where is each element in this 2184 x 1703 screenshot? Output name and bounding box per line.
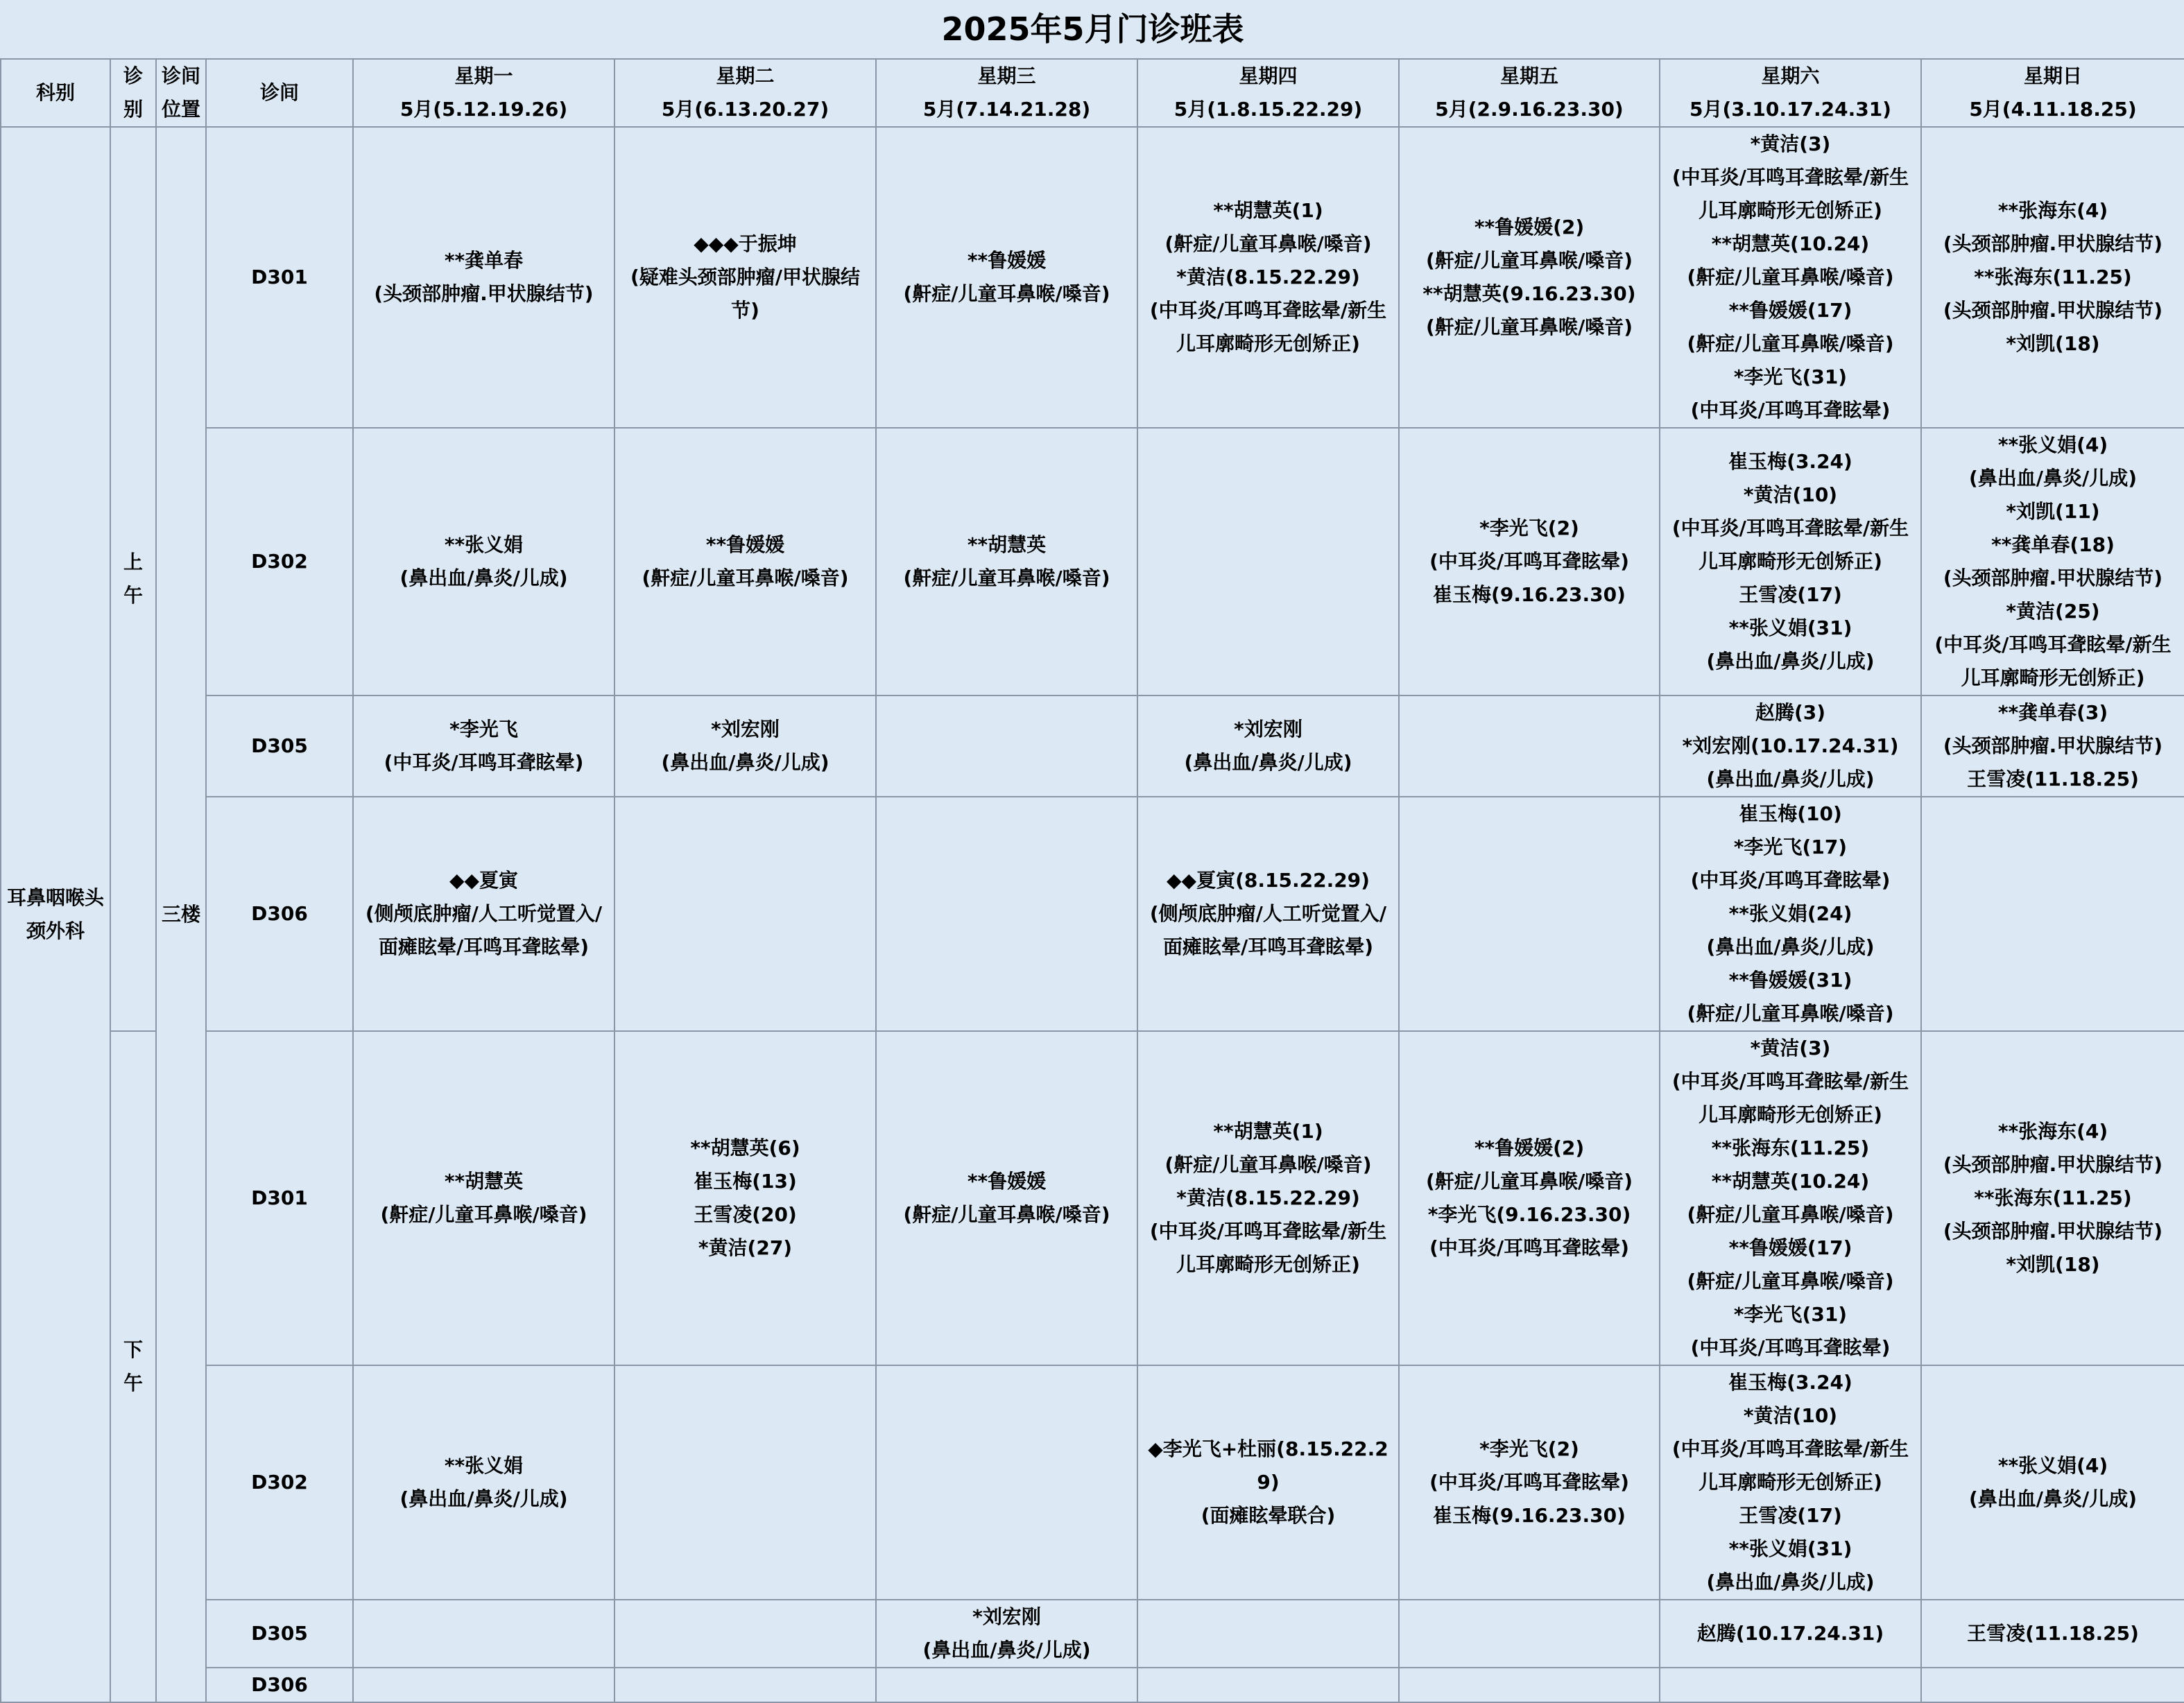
schedule-entry: (中耳炎/耳鸣耳聋眩晕/新生 xyxy=(1671,1070,1909,1093)
schedule-entry: **张海东(11.25) xyxy=(1974,1186,2132,1209)
schedule-cell xyxy=(1399,797,1660,1031)
schedule-cell xyxy=(353,428,614,695)
schedule-cell xyxy=(876,127,1137,428)
schedule-entry: 面瘫眩晕/耳鸣耳聋眩晕) xyxy=(378,935,590,958)
schedule-entry: 儿耳廓畸形无创矫正) xyxy=(1699,199,1882,222)
schedule-entry: **鲁媛媛(31) xyxy=(1728,969,1852,992)
schedule-entry: (鼻出血/鼻炎/儿成) xyxy=(1706,935,1875,958)
schedule-entry: 王雪凌(17) xyxy=(1739,1504,1842,1527)
schedule-entry: *李光飞(31) xyxy=(1733,365,1848,388)
schedule-cell xyxy=(614,428,876,695)
schedule-cell xyxy=(1921,695,2184,797)
schedule-cell xyxy=(1660,1365,1921,1600)
table-row xyxy=(1,1365,2184,1600)
schedule-cell xyxy=(1921,1668,2184,1702)
header-location: 诊间 位置 xyxy=(156,59,206,127)
schedule-cell xyxy=(1660,428,1921,695)
room-cell: D301 xyxy=(206,127,353,428)
schedule-entry: (中耳炎/耳鸣耳聋眩晕) xyxy=(384,751,584,774)
schedule-entry: **龚单春(18) xyxy=(1991,533,2115,556)
schedule-entry: (中耳炎/耳鸣耳聋眩晕/新生 xyxy=(1671,517,1909,539)
schedule-entry: (头颈部肿瘤.甲状腺结节) xyxy=(1943,1220,2163,1243)
schedule-cell xyxy=(1660,1031,1921,1365)
schedule-entry: (鼻出血/鼻炎/儿成) xyxy=(399,1487,568,1510)
table-row xyxy=(1,127,2184,428)
schedule-cell xyxy=(1399,428,1660,695)
schedule-cell xyxy=(614,1031,876,1365)
schedule-entry: *李光飞(2) xyxy=(1479,517,1579,539)
schedule-cell xyxy=(353,1365,614,1600)
schedule-entry: (中耳炎/耳鸣耳聋眩晕/新生 xyxy=(1671,166,1909,189)
schedule-entry: **鲁媛媛 xyxy=(967,1170,1047,1193)
schedule-entry: **胡慧英 xyxy=(967,533,1047,556)
schedule-entry: (中耳炎/耳鸣耳聋眩晕/新生 xyxy=(1671,1437,1909,1460)
schedule-cell xyxy=(1137,1365,1399,1600)
schedule-entry: 崔玉梅(13) xyxy=(694,1170,797,1193)
schedule-cell xyxy=(1660,1668,1921,1702)
schedule-entry: (鼾症/儿童耳鼻喉/嗓音) xyxy=(1164,1153,1372,1176)
session-am: 上 午 xyxy=(110,127,156,1031)
schedule-cell xyxy=(876,1668,1137,1702)
schedule-cell xyxy=(614,1365,876,1600)
schedule-entry: 儿耳廓畸形无创矫正) xyxy=(1961,666,2145,689)
schedule-entry: (鼾症/儿童耳鼻喉/嗓音) xyxy=(1687,332,1894,355)
room-cell: D306 xyxy=(206,1668,353,1702)
schedule-entry: 崔玉梅(10) xyxy=(1739,802,1842,825)
schedule-entry: *李光飞(31) xyxy=(1733,1303,1848,1326)
schedule-entry: (鼻出血/鼻炎/儿成) xyxy=(922,1639,1091,1661)
schedule-entry: (鼻出血/鼻炎/儿成) xyxy=(1706,1571,1875,1593)
schedule-cell xyxy=(614,1600,876,1668)
schedule-entry: 王雪凌(20) xyxy=(694,1203,797,1226)
schedule-entry: (鼻出血/鼻炎/儿成) xyxy=(1184,751,1352,774)
schedule-cell xyxy=(1137,695,1399,797)
schedule-entry: **胡慧英(9.16.23.30) xyxy=(1422,282,1636,305)
schedule-entry: **张义娟(31) xyxy=(1728,1537,1852,1560)
schedule-entry: **张义娟 xyxy=(444,1454,524,1477)
schedule-cell xyxy=(353,1600,614,1668)
schedule-entry: 儿耳廓畸形无创矫正) xyxy=(1699,1471,1882,1494)
schedule-entry: **胡慧英(1) xyxy=(1213,1120,1323,1143)
schedule-cell xyxy=(1660,695,1921,797)
schedule-entry: **张海东(4) xyxy=(1997,199,2108,222)
schedule-entry: **胡慧英(1) xyxy=(1213,199,1323,222)
schedule-cell xyxy=(1399,1365,1660,1600)
schedule-entry: *刘宏刚 xyxy=(1234,718,1302,741)
schedule-cell xyxy=(1399,1600,1660,1668)
schedule-entry: (鼾症/儿童耳鼻喉/嗓音) xyxy=(1425,315,1633,338)
schedule-cell xyxy=(1399,1031,1660,1365)
schedule-entry: (鼾症/儿童耳鼻喉/嗓音) xyxy=(1687,1002,1894,1025)
schedule-entry: **鲁媛媛 xyxy=(967,249,1047,272)
schedule-cell xyxy=(1921,1600,2184,1668)
schedule-entry: *黄洁(25) xyxy=(2006,600,2100,623)
schedule-entry: *刘宏刚(10.17.24.31) xyxy=(1682,734,1899,757)
schedule-entry: **张海东(11.25) xyxy=(1974,266,2132,288)
schedule-entry: (鼻出血/鼻炎/儿成) xyxy=(1968,467,2138,490)
schedule-entry: *刘凯(18) xyxy=(2006,1253,2100,1276)
schedule-entry: (中耳炎/耳鸣耳聋眩晕) xyxy=(1429,1471,1629,1494)
schedule-entry: (头颈部肿瘤.甲状腺结节) xyxy=(1943,734,2163,757)
schedule-entry: 面瘫眩晕/耳鸣耳聋眩晕) xyxy=(1162,935,1374,958)
header-day: 星期日 5月(4.11.18.25) xyxy=(1921,59,2184,127)
schedule-entry: **胡慧英(10.24) xyxy=(1711,1170,1870,1193)
schedule-cell xyxy=(1921,127,2184,428)
schedule-cell xyxy=(1660,127,1921,428)
schedule-entry: (鼻出血/鼻炎/儿成) xyxy=(661,751,829,774)
header-day: 星期五 5月(2.9.16.23.30) xyxy=(1399,59,1660,127)
schedule-entry: *黄洁(3) xyxy=(1750,1037,1831,1060)
header-day: 星期四 5月(1.8.15.22.29) xyxy=(1137,59,1399,127)
schedule-cell xyxy=(1137,797,1399,1031)
schedule-entry: *刘凯(18) xyxy=(2006,332,2100,355)
schedule-entry: (头颈部肿瘤.甲状腺结节) xyxy=(1943,299,2163,322)
schedule-entry: **龚单春(3) xyxy=(1997,701,2108,724)
schedule-cell xyxy=(876,1600,1137,1668)
schedule-cell xyxy=(353,127,614,428)
schedule-entry: (中耳炎/耳鸣耳聋眩晕) xyxy=(1690,1336,1891,1359)
schedule-entry: (鼻出血/鼻炎/儿成) xyxy=(1968,1487,2138,1510)
schedule-entry: *黄洁(8.15.22.29) xyxy=(1176,266,1360,288)
schedule-entry: (鼾症/儿童耳鼻喉/嗓音) xyxy=(642,567,849,589)
schedule-entry: *黄洁(10) xyxy=(1743,1404,1838,1427)
schedule-entry: ◆◆◆于振坤 xyxy=(694,232,797,255)
schedule-cell xyxy=(1660,797,1921,1031)
schedule-entry: **张义娟 xyxy=(444,533,524,556)
table-row xyxy=(1,1668,2184,1702)
schedule-entry: **张义娟(4) xyxy=(1997,433,2108,456)
schedule-cell xyxy=(1660,1600,1921,1668)
schedule-cell xyxy=(1137,1668,1399,1702)
schedule-entry: (头颈部肿瘤.甲状腺结节) xyxy=(1943,232,2163,255)
table-row xyxy=(1,797,2184,1031)
schedule-entry: 崔玉梅(9.16.23.30) xyxy=(1433,583,1626,606)
schedule-cell xyxy=(1921,1031,2184,1365)
header-day: 星期三 5月(7.14.21.28) xyxy=(876,59,1137,127)
schedule-entry: (鼾症/儿童耳鼻喉/嗓音) xyxy=(1687,1270,1894,1293)
schedule-cell xyxy=(1399,127,1660,428)
schedule-cell xyxy=(876,695,1137,797)
header-room: 诊间 xyxy=(206,59,353,127)
schedule-entry: *李光飞 xyxy=(449,718,518,741)
schedule-cell xyxy=(876,1365,1137,1600)
room-cell: D305 xyxy=(206,695,353,797)
schedule-entry: (鼻出血/鼻炎/儿成) xyxy=(399,567,568,589)
schedule-entry: **胡慧英 xyxy=(444,1170,524,1193)
schedule-entry: (中耳炎/耳鸣耳聋眩晕) xyxy=(1690,869,1891,892)
schedule-entry: *黄洁(8.15.22.29) xyxy=(1176,1186,1360,1209)
schedule-entry: (鼾症/儿童耳鼻喉/嗓音) xyxy=(903,567,1110,589)
schedule-entry: *刘宏刚 xyxy=(711,718,780,741)
schedule-cell xyxy=(1137,428,1399,695)
schedule-entry: 崔玉梅(3.24) xyxy=(1728,450,1852,473)
header-day: 星期六 5月(3.10.17.24.31) xyxy=(1660,59,1921,127)
schedule-entry: ◆◆夏寅 xyxy=(449,869,519,892)
schedule-entry: **张义娟(24) xyxy=(1728,902,1852,925)
schedule-entry: 儿耳廓畸形无创矫正) xyxy=(1699,550,1882,573)
schedule-entry: (鼾症/儿童耳鼻喉/嗓音) xyxy=(380,1203,587,1226)
room-cell: D302 xyxy=(206,1365,353,1600)
schedule-entry: ◆李光飞+杜丽(8.15.22.29) xyxy=(1148,1437,1388,1494)
schedule-cell xyxy=(876,428,1137,695)
schedule-entry: (中耳炎/耳鸣耳聋眩晕) xyxy=(1690,399,1891,422)
schedule-cell xyxy=(353,695,614,797)
schedule-entry: *黄洁(10) xyxy=(1743,483,1838,506)
schedule-entry: (鼾症/儿童耳鼻喉/嗓音) xyxy=(1425,249,1633,272)
schedule-entry: (鼻出血/鼻炎/儿成) xyxy=(1706,650,1875,673)
schedule-entry: *黄洁(3) xyxy=(1750,132,1831,155)
location-cell: 三楼 xyxy=(156,127,206,1702)
schedule-entry: **鲁媛媛 xyxy=(705,533,785,556)
schedule-entry: **鲁媛媛(17) xyxy=(1728,299,1852,322)
schedule-entry: **鲁媛媛(2) xyxy=(1474,1136,1585,1159)
schedule-entry: *黄洁(27) xyxy=(698,1236,793,1259)
room-cell: D302 xyxy=(206,428,353,695)
schedule-cell xyxy=(614,1668,876,1702)
schedule-entry: (鼾症/儿童耳鼻喉/嗓音) xyxy=(903,282,1110,305)
schedule-cell xyxy=(1921,428,2184,695)
schedule-entry: (头颈部肿瘤.甲状腺结节) xyxy=(374,282,594,305)
schedule-entry: *刘宏刚 xyxy=(972,1605,1041,1628)
session-pm: 下 午 xyxy=(110,1031,156,1702)
schedule-entry: 儿耳廓畸形无创矫正) xyxy=(1699,1103,1882,1126)
schedule-cell xyxy=(353,797,614,1031)
table-row xyxy=(1,1600,2184,1668)
schedule-entry: (头颈部肿瘤.甲状腺结节) xyxy=(1943,567,2163,589)
header-dept: 科别 xyxy=(1,59,110,127)
schedule-entry: 王雪凌(11.18.25) xyxy=(1967,768,2139,790)
schedule-cell xyxy=(1399,695,1660,797)
schedule-cell xyxy=(1399,1668,1660,1702)
table-row xyxy=(1,1031,2184,1365)
schedule-entry: *刘凯(11) xyxy=(2006,500,2100,523)
schedule-entry: **张义娟(4) xyxy=(1997,1454,2108,1477)
schedule-entry: **鲁媛媛(17) xyxy=(1728,1236,1852,1259)
schedule-entry: *李光飞(9.16.23.30) xyxy=(1427,1203,1631,1226)
schedule-cell xyxy=(614,797,876,1031)
room-cell: D306 xyxy=(206,797,353,1031)
schedule-entry: 崔玉梅(9.16.23.30) xyxy=(1433,1504,1626,1527)
room-cell: D305 xyxy=(206,1600,353,1668)
schedule-cell xyxy=(1137,127,1399,428)
schedule-entry: (中耳炎/耳鸣耳聋眩晕/新生 xyxy=(1149,299,1387,322)
schedule-cell xyxy=(353,1668,614,1702)
schedule-cell xyxy=(614,695,876,797)
schedule-entry: (中耳炎/耳鸣耳聋眩晕/新生 xyxy=(1934,633,2172,656)
schedule-cell xyxy=(876,1031,1137,1365)
schedule-entry: (鼾症/儿童耳鼻喉/嗓音) xyxy=(1425,1170,1633,1193)
room-cell: D301 xyxy=(206,1031,353,1365)
schedule-entry: (头颈部肿瘤.甲状腺结节) xyxy=(1943,1153,2163,1176)
department-cell: 耳鼻咽喉头 颈外科 xyxy=(1,127,110,1702)
schedule-entry: (侧颅底肿瘤/人工听觉置入/ xyxy=(1149,902,1387,925)
schedule-entry: 赵腾(10.17.24.31) xyxy=(1696,1622,1884,1645)
schedule-entry: (鼾症/儿童耳鼻喉/嗓音) xyxy=(1164,232,1372,255)
schedule-entry: **张海东(4) xyxy=(1997,1120,2108,1143)
schedule-cell xyxy=(1921,1365,2184,1600)
schedule-entry: (疑难头颈部肿瘤/甲状腺结 xyxy=(630,266,861,288)
schedule-cell xyxy=(1921,797,2184,1031)
schedule-entry: (中耳炎/耳鸣耳聋眩晕) xyxy=(1429,1236,1629,1259)
schedule-entry: (面瘫眩晕联合) xyxy=(1201,1504,1336,1527)
schedule-entry: (侧颅底肿瘤/人工听觉置入/ xyxy=(365,902,603,925)
schedule-entry: **张海东(11.25) xyxy=(1711,1136,1870,1159)
schedule-entry: **胡慧英(10.24) xyxy=(1711,232,1870,255)
header-day: 星期二 5月(6.13.20.27) xyxy=(614,59,876,127)
schedule-cell xyxy=(1137,1031,1399,1365)
schedule-entry: **胡慧英(6) xyxy=(690,1136,800,1159)
schedule-entry: 儿耳廓畸形无创矫正) xyxy=(1176,332,1360,355)
schedule-entry: **龚单春 xyxy=(444,249,524,272)
schedule-entry: 崔玉梅(3.24) xyxy=(1728,1371,1852,1394)
schedule-entry: 儿耳廓畸形无创矫正) xyxy=(1176,1253,1360,1276)
schedule-entry: (鼻出血/鼻炎/儿成) xyxy=(1706,768,1875,790)
schedule-entry: 王雪凌(11.18.25) xyxy=(1967,1622,2139,1645)
schedule-cell xyxy=(876,797,1137,1031)
header-day: 星期一 5月(5.12.19.26) xyxy=(353,59,614,127)
schedule-entry: *李光飞(2) xyxy=(1479,1437,1579,1460)
schedule-entry: (中耳炎/耳鸣耳聋眩晕/新生 xyxy=(1149,1220,1387,1243)
schedule-entry: ◆◆夏寅(8.15.22.29) xyxy=(1167,869,1370,892)
schedule-entry: (中耳炎/耳鸣耳聋眩晕) xyxy=(1429,550,1629,573)
schedule-entry: *李光飞(17) xyxy=(1733,836,1848,858)
schedule-entry: **张义娟(31) xyxy=(1728,616,1852,639)
schedule-cell xyxy=(614,127,876,428)
schedule-cell xyxy=(1137,1600,1399,1668)
page-title: 2025年5月门诊班表 xyxy=(1,0,2184,59)
table-row xyxy=(1,695,2184,797)
schedule-entry: (鼾症/儿童耳鼻喉/嗓音) xyxy=(903,1203,1110,1226)
schedule-entry: (鼾症/儿童耳鼻喉/嗓音) xyxy=(1687,1203,1894,1226)
table-row xyxy=(1,428,2184,695)
schedule-entry: 王雪凌(17) xyxy=(1739,583,1842,606)
header-session: 诊 别 xyxy=(110,59,156,127)
schedule-entry: **鲁媛媛(2) xyxy=(1474,216,1585,239)
schedule-cell xyxy=(353,1031,614,1365)
schedule-entry: 赵腾(3) xyxy=(1755,701,1826,724)
schedule-entry: 节) xyxy=(731,299,759,322)
schedule-entry: (鼾症/儿童耳鼻喉/嗓音) xyxy=(1687,266,1894,288)
